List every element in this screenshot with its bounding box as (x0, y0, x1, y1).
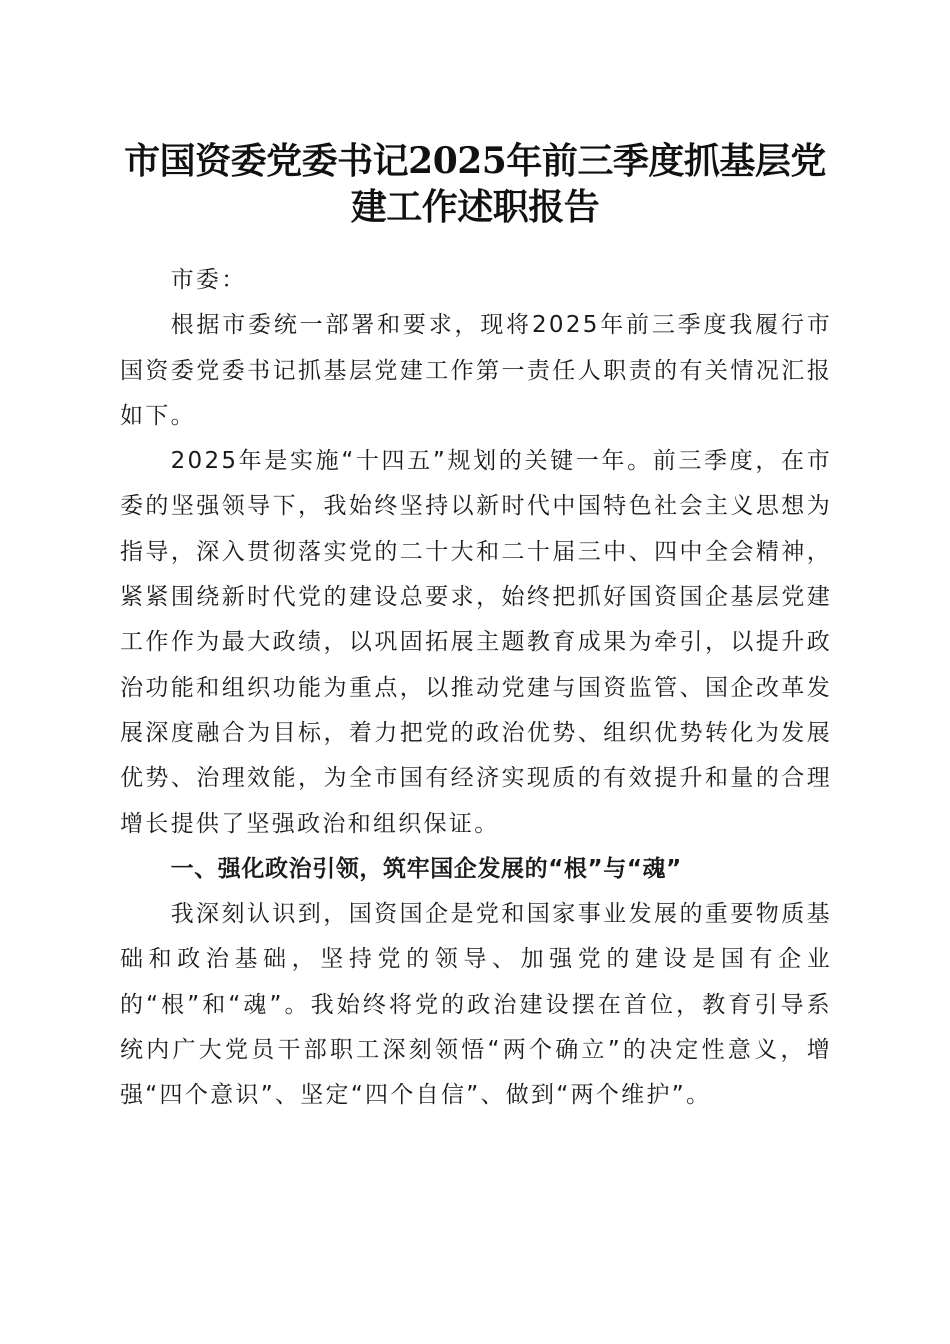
document-title (110, 138, 840, 230)
section-paragraph: 我深刻认识到，国资国企是党和国家事业发展的重要物质基础和政治基础，坚持党的领导、加强党的建设是国有企业的“根”和“魂”。我始终将党的政治建设摆在首位，教育引导系统内广大党员干部职工深刻领悟“两个确立”的决定性意义，增强“四个意识”、坚定“四个自信”、做到“两个维护”。 (120, 901, 832, 1109)
section-heading: 一、强化政治引领，筑牢国企发展的“根”与“魂” (170, 855, 682, 882)
document-body (120, 258, 832, 1119)
paragraph-intro: 根据市委统一部署和要求，现将2025年前三季度我履行市国资委党委书记抓基层党建工作第一责任人职责的有关情况汇报如下。 (120, 312, 832, 429)
paragraph-overview: 2025年是实施“十四五”规划的关键一年。前三季度，在市委的坚强领导下，我始终坚持以新时代中国特色社会主义思想为指导，深入贯彻落实党的二十大和二十届三中、四中全会精神，紧紧围绕新时代党的建设总要求，始终把抓好国资国企基层党建工作作为最大政绩，以巩固拓展主题教育成果为牵引，以提升政治功能和组织功能为重点，以推动党建与国资监管、国企改革发展深度融合为目标，着力把党的政治优势、组织优势转化为发展优势、治理效能，为全市国有经济实现质的有效提升和量的合理增长提供了坚强政治和组织保证。 (120, 448, 832, 837)
salutation: 市委： (170, 267, 247, 293)
title-line-1: 市国资委党委书记2025年前三季度抓基层党 (124, 140, 826, 182)
title-line-2: 建工作述职报告 (350, 186, 600, 228)
